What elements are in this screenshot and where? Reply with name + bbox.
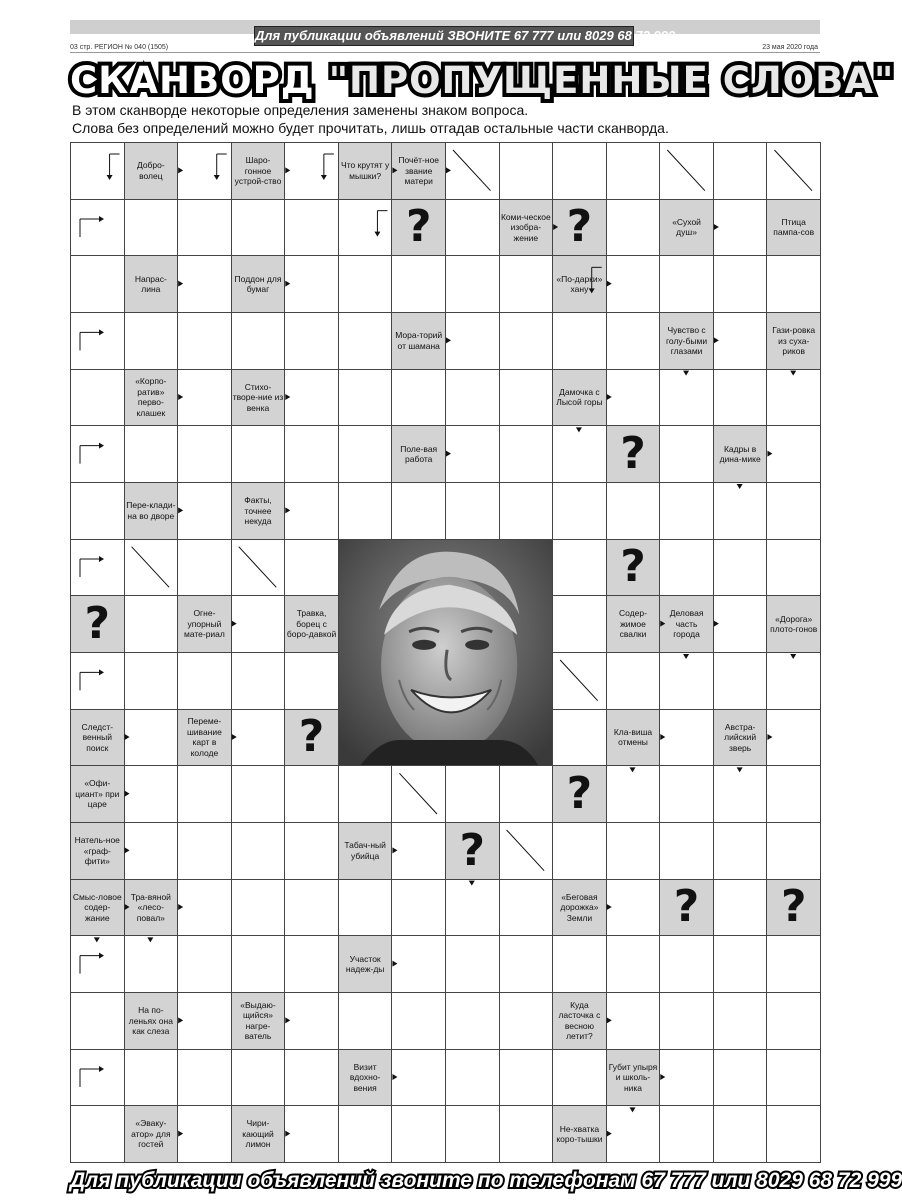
arrow-head: [714, 621, 719, 627]
arrow-head: [285, 167, 290, 173]
arrow-head: [99, 953, 104, 959]
clue-text: «Сухой душ»: [672, 216, 701, 238]
arrow-head: [214, 175, 220, 180]
arrow-head: [446, 337, 451, 343]
clue-text: «Корпо-ратив» перво-клашек: [135, 376, 167, 418]
clue-text: Факты, точнее некуда: [244, 495, 272, 527]
arrow-head: [94, 937, 100, 942]
clue-text: Стихо-творе-ние из венка: [232, 381, 284, 413]
arrow-head: [178, 167, 183, 173]
arrow-head: [392, 167, 397, 173]
clue-text: «Офи-циант» при царе: [75, 778, 120, 810]
question-mark: ?: [566, 201, 593, 253]
intro-line-2: Слова без определений можно будет прочитать, лишь отгадав остальные части сканворда.: [72, 120, 669, 136]
page-info: 03 стр. РЕГИОН № 040 (1505): [70, 44, 169, 51]
arrow-head: [607, 1017, 612, 1023]
page-title: [70, 58, 895, 104]
question-mark: ?: [298, 711, 325, 763]
arrow-head: [576, 427, 582, 432]
clue-text: Тра-вяной «лесо-повал»: [130, 891, 171, 923]
arrow-head: [683, 654, 689, 659]
arrow-line: [239, 547, 277, 588]
arrow-head: [607, 281, 612, 287]
clue-text: Натель-ное «граф-фити»: [74, 835, 120, 867]
arrow-line: [453, 150, 491, 191]
clue-text: Чири-кающий лимон: [242, 1118, 274, 1150]
arrow-head: [99, 1066, 104, 1072]
question-mark: ?: [459, 824, 486, 876]
question-mark: ?: [673, 881, 700, 933]
arrow-head: [285, 507, 290, 513]
clue-text: Переме-шивание карт в колоде: [186, 716, 222, 758]
pointer-arrows: [70, 142, 820, 1162]
arrow-head: [683, 371, 689, 376]
arrow-head: [178, 281, 183, 287]
arrow-head: [607, 904, 612, 910]
crossword-grid: [70, 142, 820, 1162]
arrow-head: [469, 881, 475, 886]
arrow-head: [553, 224, 558, 230]
arrow-head: [660, 621, 665, 627]
arrow-head: [178, 507, 183, 513]
arrow-head: [232, 621, 237, 627]
clue-text: Не-хватка коро-тышки: [556, 1123, 603, 1145]
arrow-head: [446, 451, 451, 457]
arrow-head: [147, 937, 153, 942]
clue-text: Мора-торий от шамана: [395, 330, 443, 351]
arrow-line: [132, 547, 170, 588]
question-mark: ?: [405, 201, 432, 253]
clue-text: Визит вдохно-вения: [349, 1061, 381, 1093]
clue-text: Кла-виша отмены: [613, 726, 653, 748]
arrow-line: [560, 660, 598, 701]
clue-text: Смыс-ловое содер-жание: [72, 891, 122, 923]
title-part-2: "ПРОПУЩЕННЫЕ СЛОВА": [328, 59, 895, 102]
arrow-head: [99, 216, 104, 222]
arrow-head: [767, 451, 772, 457]
arrow-head: [99, 329, 104, 335]
clue-text: «Дорога» плото-гонов: [770, 613, 818, 635]
arrow-head: [392, 1074, 397, 1080]
arrow-head: [232, 734, 237, 740]
clue-text: На по-леньях она как слеза: [128, 1005, 173, 1037]
arrow-head: [446, 167, 451, 173]
arrow-head: [178, 394, 183, 400]
arrow-head: [392, 961, 397, 967]
arrow-head: [660, 734, 665, 740]
intro-line-1: В этом сканворде некоторые определения заменены знаком вопроса.: [72, 102, 529, 118]
arrow-head: [714, 337, 719, 343]
clue-text: Дамочка с Лысой горы: [556, 386, 603, 408]
arrow-head: [99, 669, 104, 675]
arrow-head: [285, 281, 290, 287]
question-mark: ?: [84, 598, 111, 650]
arrow-head: [285, 1131, 290, 1137]
clue-text: Чувство с голу-быми глазами: [666, 325, 708, 357]
clue-text: «Беговая дорожка» Земли: [560, 891, 599, 923]
arrow-head: [285, 394, 290, 400]
header-rule: [70, 52, 820, 53]
clue-text: Шаро-гонное устрой-ство: [234, 155, 282, 187]
arrow-line: [667, 150, 705, 191]
arrow-head: [790, 371, 796, 376]
clue-text: Пере-клади-на во дворе: [126, 500, 176, 521]
arrow-head: [374, 232, 380, 237]
arrow-head: [737, 484, 743, 489]
arrow-head: [607, 1131, 612, 1137]
arrow-line: [399, 773, 437, 814]
question-mark: ?: [620, 428, 646, 480]
clue-text: Следст-венный поиск: [81, 721, 114, 753]
clue-text: «По-дарки» хану: [556, 273, 603, 295]
arrow-line: [507, 830, 545, 871]
arrow-head: [321, 175, 327, 180]
clue-text: Поле-вая работа: [400, 443, 438, 465]
arrow-head: [790, 654, 796, 659]
clue-text: Австра-лийский зверь: [724, 721, 757, 753]
arrow-line: [774, 150, 812, 191]
arrow-head: [99, 443, 104, 449]
arrow-head: [589, 288, 595, 293]
arrow-head: [99, 556, 104, 562]
clue-text: Коми-ческое изобра-жение: [500, 211, 551, 243]
arrow-head: [125, 734, 130, 740]
arrow-head: [285, 1017, 290, 1023]
arrow-head: [392, 847, 397, 853]
clue-text: Деловая часть города: [669, 608, 704, 640]
arrow-head: [714, 224, 719, 230]
question-mark: ?: [620, 541, 646, 593]
footer-banner: Для публикации объявлений звоните по телефонам 67 777 или 8029 68 72 999: [70, 1169, 902, 1192]
arrow-head: [630, 1107, 636, 1112]
header-banner: Для публикации объявлений ЗВОНИТЕ 67 777 или 8029 68 72 999: [254, 26, 634, 46]
question-mark: ?: [780, 881, 807, 933]
arrow-head: [660, 1074, 665, 1080]
clue-text: Губит упыря и школь-ника: [608, 1061, 658, 1093]
clue-text: «Эваку-атор» для гостей: [131, 1118, 171, 1150]
arrow-head: [178, 904, 183, 910]
clue-text: Напрас-лина: [134, 273, 167, 295]
arrow-head: [107, 175, 113, 180]
arrow-head: [178, 1017, 183, 1023]
clue-text: Кадры в дина-мике: [719, 443, 761, 465]
issue-date: 23 мая 2020 года: [762, 44, 818, 51]
arrow-head: [767, 734, 772, 740]
clue-text: Поддон для бумаг: [234, 273, 282, 295]
question-mark: ?: [566, 768, 593, 820]
arrow-head: [125, 904, 130, 910]
clue-text: Что крутят у мышки?: [341, 160, 390, 181]
arrow-head: [630, 767, 636, 772]
clue-text: Куда ласточка с весною летит?: [558, 999, 601, 1042]
arrow-head: [607, 394, 612, 400]
clue-text: Содер-жимое свалки: [619, 608, 647, 640]
clue-text: Участок надеж-ды: [345, 953, 385, 975]
clue-text: Огне-упорный мате-риал: [183, 608, 225, 640]
clue-text: Травка, борец с боро-давкой: [286, 608, 337, 640]
clue-text: Почёт-ное звание матери: [398, 155, 440, 187]
arrow-head: [125, 847, 130, 853]
clue-text: Табач-ный убийца: [344, 840, 386, 861]
clue-text: Добро-волец: [136, 160, 165, 181]
clue-text: «Выдаю-щийся» нагре-ватель: [240, 999, 276, 1042]
clue-text: Птица пампа-сов: [773, 216, 815, 238]
arrow-head: [737, 767, 743, 772]
arrow-head: [178, 1131, 183, 1137]
arrow-head: [125, 791, 130, 797]
clue-text: Гази-ровка из суха-риков: [772, 325, 816, 357]
title-part-1: СКАНВОРД: [70, 59, 315, 102]
